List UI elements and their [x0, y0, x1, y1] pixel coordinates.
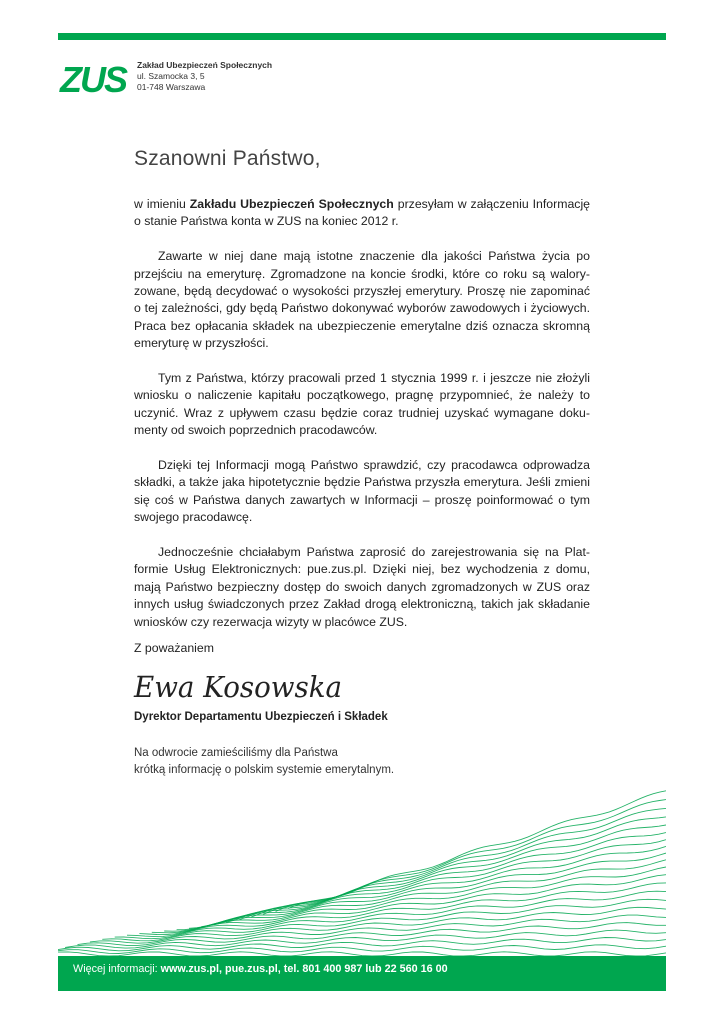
wave-line	[288, 791, 666, 909]
footer-label: Więcej informacji:	[73, 963, 161, 975]
paragraph-1: w imieniu Zakładu Ubezpieczeń Społecznych przesyłam w załączeniu Informację o stanie Państwa konta w ZUS na koniec 2012 r.	[134, 197, 591, 229]
paragraph-4: Dzięki tej Informacji mogą Państwo sprawdzić, czy pracodawca odprowadza składki, a także jaka hipotetycznie będzie Państwa przyszła emerytura. Jeśli zmieni się coś w Państwa danych zawartych w Informacji – proszę poinformować o tym swojego pracodawcę.	[134, 458, 590, 525]
decorative-waves	[58, 780, 666, 956]
sender-org: Zakład Ubezpieczeń Społecznych	[137, 60, 273, 70]
top-green-bar	[58, 33, 666, 40]
paragraph-3: Tym z Państwa, którzy pracowali przed 1 stycznia 1999 r. i jeszcze nie złożyli wniosku o naliczenie kapitału początkowego, pragnę przypomnieć, że należy to uczynić. Wraz z upływem czasu będzie coraz trudniej uzyskać wymagane dokumenty od swoich poprzednich pracodawców.	[134, 371, 590, 438]
footer-bar	[58, 956, 666, 991]
paragraph-5: Jednocześnie chciałabym Państwa zaprosić do zarejestrowania się na Platformie Usług Elektronicznych: pue.zus.pl. Dzięki niej, bez wychodzenia z domu, mają Państwo bezpieczny dostęp do swoich danych zgromadzonych w ZUS oraz innych usług świadczonych przez Zakład drogą elektroniczną, takich jak składanie wniosków czy rezerwacja wizyty w placówce ZUS.	[134, 545, 590, 629]
wave-line	[152, 875, 666, 933]
sender-city: 01-748 Warszawa	[137, 82, 206, 92]
paragraph-2: Zawarte w niej dane mają istotne znaczenie dla jakości Państwa życia po przejściu na emeryturę. Zgromadzone na koncie środki, które co roku są waloryzowane, będą decydować o wysokości przyszłej emerytury. Proszę nie zapominać o tej zależności, gdy będą Państwo dokonywać wyborów zawodowych i życiowych. Praca bez opłacania składek na ubezpieczenie emerytalne dziś oznacza skromną emeryturę w przyszłości.	[134, 249, 590, 351]
back-note: Na odwrocie zamieściliśmy dla Państwa krótką informację o polskim systemie emerytalnym.	[134, 747, 395, 776]
salutation: Szanowni Państwo,	[134, 147, 321, 170]
footer-contact[interactable]: www.zus.pl, pue.zus.pl, tel. 801 400 987 lub 22 560 16 00	[160, 963, 448, 975]
sender-address	[137, 60, 272, 93]
wave-line	[102, 907, 666, 941]
letter-body	[134, 196, 590, 648]
zus-logo-text: ZUS	[60, 59, 126, 99]
closing: Z poważaniem	[134, 641, 214, 655]
zus-logo	[58, 59, 128, 99]
org-name-bold: Zakładu Ubezpieczeń Społecznych	[189, 197, 394, 211]
wave-line	[78, 923, 667, 946]
sender-street: ul. Szamocka 3, 5	[137, 71, 205, 81]
signature-text: Ewa Kosowska	[133, 670, 342, 704]
signer-title: Dyrektor Departamentu Ubezpieczeń i Składek	[134, 711, 388, 723]
wave-line	[189, 853, 666, 928]
wave-line	[164, 867, 666, 931]
signature	[132, 667, 347, 711]
wave-line	[276, 800, 666, 912]
wave-line	[90, 915, 666, 943]
